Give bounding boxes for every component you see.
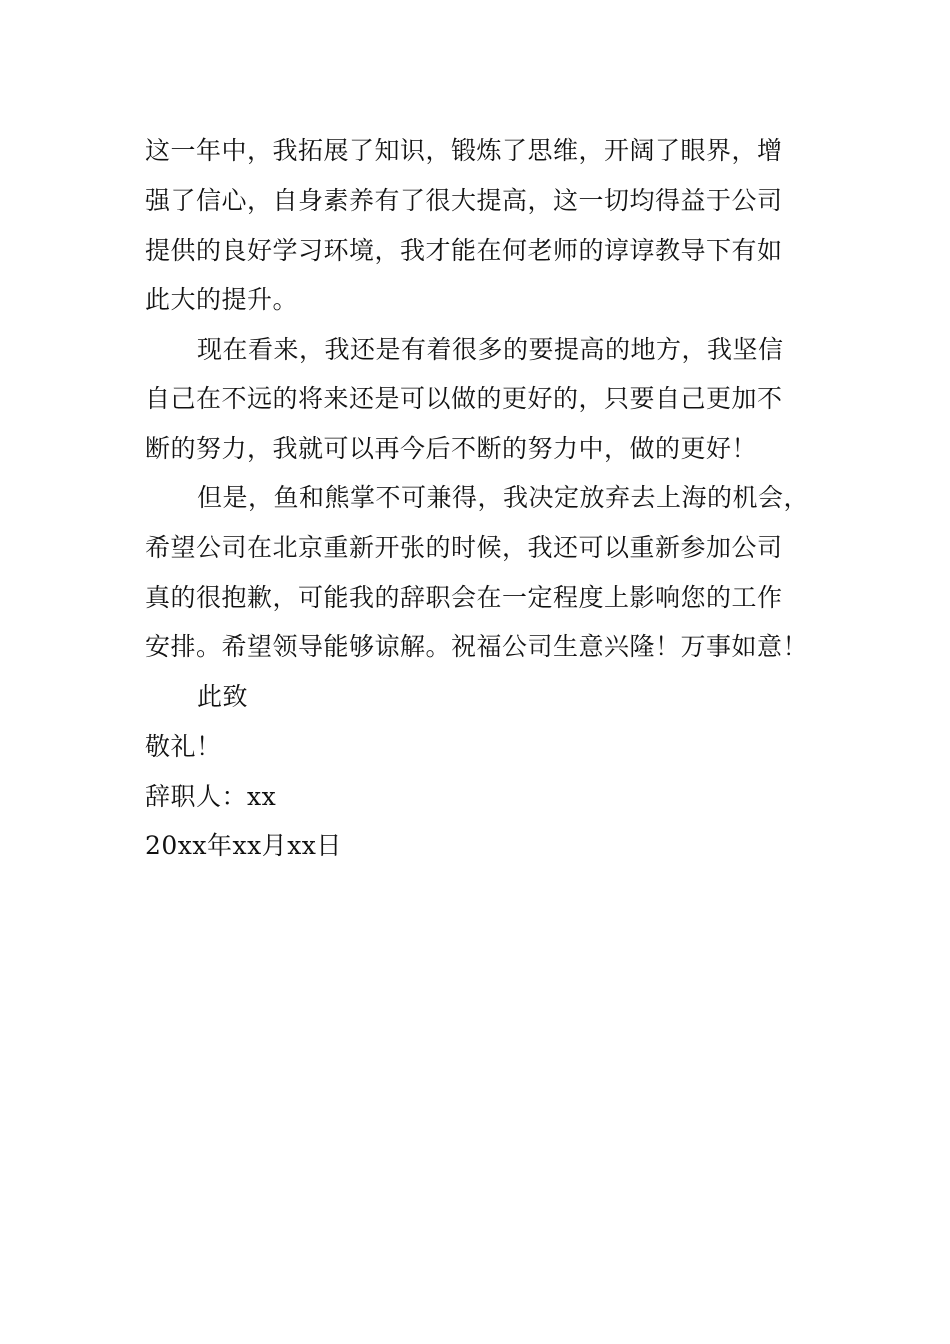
paragraph-line: 断的努力，我就可以再今后不断的努力中，做的更好！ [145, 434, 758, 463]
paragraph-line: 安排。希望领导能够谅解。祝福公司生意兴隆！万事如意！ [145, 632, 809, 661]
paragraph-line: 自己在不远的将来还是可以做的更好的，只要自己更加不 [145, 384, 783, 413]
paragraph-line: 这一年中，我拓展了知识，锻炼了思维，开阔了眼界，增 [145, 136, 783, 165]
signature: 辞职人：xx [145, 782, 277, 811]
paragraph-line: 但是，鱼和熊掌不可兼得，我决定放弃去上海的机会， [197, 483, 810, 512]
paragraph-line: 提供的良好学习环境，我才能在何老师的谆谆教导下有如 [145, 236, 783, 265]
date: 20xx年xx月xx日 [145, 831, 342, 860]
paragraph-line: 强了信心，自身素养有了很大提高，这一切均得益于公司 [145, 186, 783, 215]
salutation: 敬礼！ [145, 732, 222, 761]
paragraph-line: 希望公司在北京重新开张的时候，我还可以重新参加公司 [145, 533, 783, 562]
paragraph-line: 此大的提升。 [145, 285, 299, 314]
closing-phrase: 此致 [197, 682, 249, 711]
paragraph-line: 现在看来，我还是有着很多的要提高的地方，我坚信 [197, 335, 784, 364]
paragraph-line: 真的很抱歉，可能我的辞职会在一定程度上影响您的工作 [145, 583, 783, 612]
